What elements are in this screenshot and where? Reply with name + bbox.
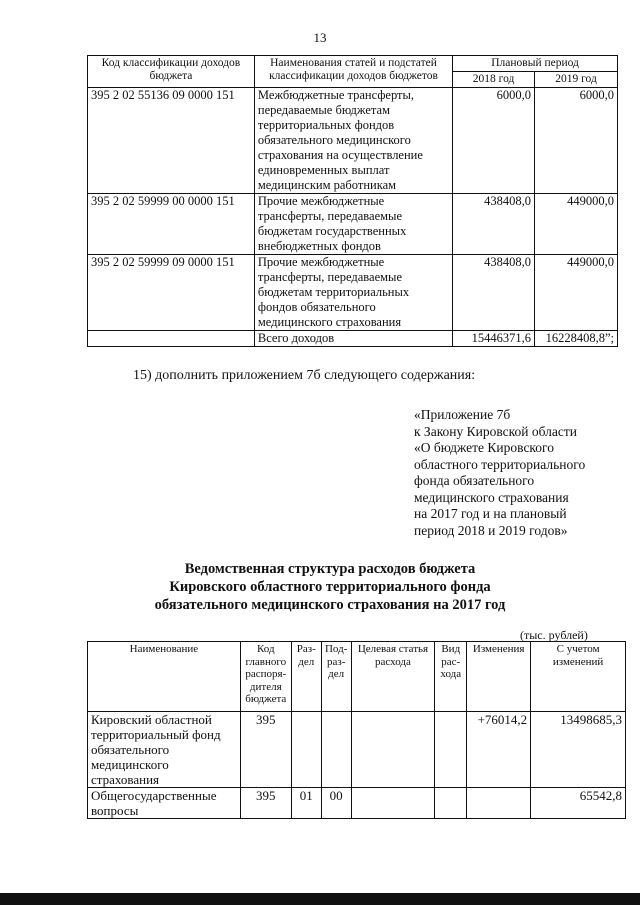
appendix-line: медицинского страхования <box>414 489 569 505</box>
cell-name: Кировский областной территориальный фонд обязательного медицинского страхования <box>88 712 241 788</box>
header-type: Вид рас-хода <box>435 642 467 712</box>
title-line: Кировского областного территориального фонда <box>169 579 491 595</box>
cell-type <box>435 712 467 788</box>
header-section: Раз-дел <box>291 642 321 712</box>
cell-code: 395 2 02 59999 00 0000 151 <box>88 194 255 255</box>
cell-2019: 6000,0 <box>535 88 618 194</box>
table-row <box>88 88 618 194</box>
cell-changes: +76014,2 <box>467 712 531 788</box>
cell-code: 395 2 02 55136 09 0000 151 <box>88 88 255 194</box>
appendix-line: к Закону Кировской области <box>414 423 578 439</box>
cell-2019: 449000,0 <box>535 255 618 331</box>
scan-edge-bar <box>0 893 640 905</box>
header-year-2018: 2018 год <box>453 72 535 88</box>
cell-2018: 438408,0 <box>453 255 535 331</box>
cell-section: 01 <box>291 788 321 819</box>
table-row <box>88 712 626 788</box>
cell-2018: 438408,0 <box>453 194 535 255</box>
table-row <box>88 194 618 255</box>
cell-changes <box>467 788 531 819</box>
cell-name: Общегосударственные вопросы <box>88 788 241 819</box>
cell-target <box>351 788 435 819</box>
units-label: (тыс. рублей) <box>520 628 588 642</box>
header-name: Наименования статей и подстатей классификации доходов бюджетов <box>254 56 452 88</box>
cell-2018: 6000,0 <box>453 88 535 194</box>
cell-section <box>291 712 321 788</box>
cell-subsection: 00 <box>321 788 351 819</box>
expense-table-header-row <box>88 642 626 712</box>
header-changes: Изменения <box>467 642 531 712</box>
header-target: Целевая статья расхода <box>351 642 435 712</box>
header-plan-period: Плановый период <box>453 56 618 72</box>
cell-with-changes: 13498685,3 <box>531 712 626 788</box>
total-label: Всего доходов <box>254 331 452 347</box>
appendix-header <box>414 407 624 539</box>
document-title <box>150 560 510 614</box>
cell-empty <box>88 331 255 347</box>
cell-code: 395 2 02 59999 09 0000 151 <box>88 255 255 331</box>
cell-2019: 449000,0 <box>535 194 618 255</box>
title-line: Ведомственная структура расходов бюджета <box>184 561 476 577</box>
expense-table <box>87 641 626 819</box>
header-with-changes: С учетом изменений <box>531 642 626 712</box>
header-code: Код главного распоря-дителя бюджета <box>240 642 291 712</box>
appendix-line: «О бюджете Кировского <box>414 440 555 455</box>
appendix-line: период 2018 и 2019 годов» <box>414 522 568 538</box>
appendix-line: фонда обязательного <box>414 473 535 488</box>
header-subsection: Под-раз-дел <box>321 642 351 712</box>
total-2018: 15446371,6 <box>453 331 535 347</box>
cell-name: Прочие межбюджетные трансферты, передаваемые бюджетам государственных внебюджетных фондов <box>254 194 452 255</box>
cell-type <box>435 788 467 819</box>
cell-code: 395 <box>240 712 291 788</box>
header-year-2019: 2019 год <box>535 72 618 88</box>
total-2019: 16228408,8”; <box>535 331 618 347</box>
revenue-table-header-row <box>88 56 618 72</box>
cell-code: 395 <box>240 788 291 819</box>
appendix-line: «Приложение 7б <box>414 407 511 422</box>
title-line: обязательного медицинского страхования на 2017 год <box>154 597 506 613</box>
table-row <box>88 255 618 331</box>
appendix-line: областного территориального <box>414 456 586 472</box>
cell-with-changes: 65542,8 <box>531 788 626 819</box>
cell-name: Межбюджетные трансферты, передаваемые бюджетам территориальных фондов обязательного медицинского страхования на осуществление единовременных выплат медицинским работникам <box>254 88 452 194</box>
page-number: 13 <box>313 30 327 45</box>
instruction-text: 15) дополнить приложением 7б следующего содержания: <box>133 368 476 383</box>
table-row <box>88 788 626 819</box>
revenue-table <box>87 55 618 347</box>
appendix-line: на 2017 год и на плановый <box>414 506 567 521</box>
header-code: Код классификации доходов бюджета <box>88 56 255 88</box>
cell-name: Прочие межбюджетные трансферты, передаваемые бюджетам территориальных фондов обязательного медицинского страхования <box>254 255 452 331</box>
header-name: Наименование <box>88 642 241 712</box>
cell-subsection <box>321 712 351 788</box>
cell-target <box>351 712 435 788</box>
total-row <box>88 331 618 347</box>
